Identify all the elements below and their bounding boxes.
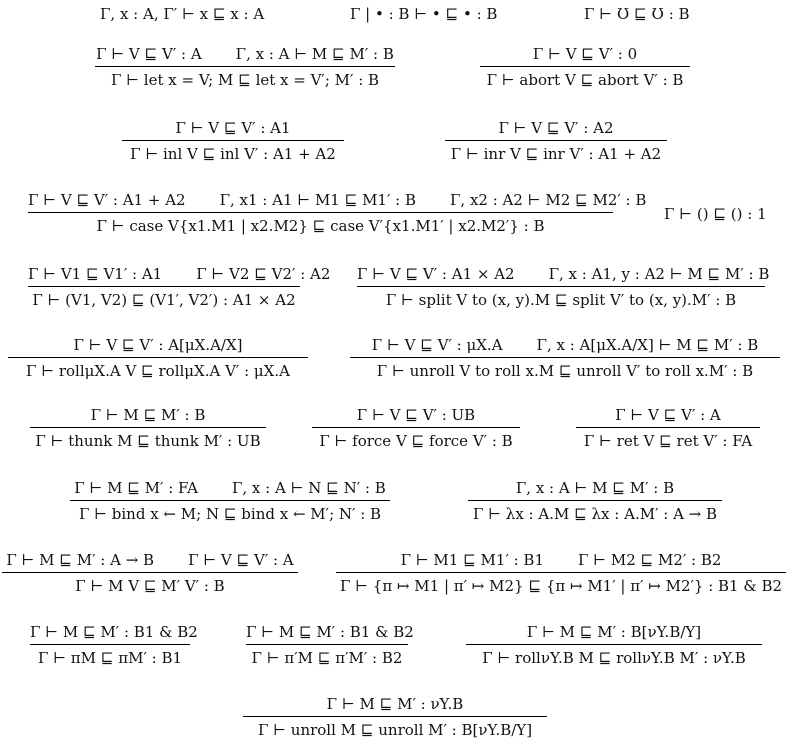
rule-inl [122,118,344,164]
rule-force-bar [312,427,520,428]
rule-ret-bar [576,427,760,428]
rule-force-premise: Γ ⊢ V ⊑ V′ : UB [356,406,476,424]
rule-let-conclusion: Γ ⊢ let x = V; M ⊑ let x = V′; M′ : B [110,71,380,89]
rule-inl-conclusion: Γ ⊢ inl V ⊑ inl V′ : A1 + A2 [130,145,336,163]
rule-app [2,550,298,596]
rule-abort-conclusion: Γ ⊢ abort V ⊑ abort V′ : B [486,71,684,89]
axiom-var: Γ, x : A, Γ′ ⊢ x ⊑ x : A [100,5,265,23]
rule-pair-premises: Γ ⊢ V1 ⊑ V1′ : A1 Γ ⊢ V2 ⊑ V2′ : A2 [28,265,331,283]
axiom-unit: Γ ⊢ () ⊑ () : 1 [664,205,767,223]
rule-app-conclusion: Γ ⊢ M V ⊑ M′ V′ : B [75,577,225,595]
rule-split-bar [357,286,765,287]
rule-thunk-premise: Γ ⊢ M ⊑ M′ : B [90,406,206,424]
rule-lambda-conclusion: Γ ⊢ λx : A.M ⊑ λx : A.M′ : A → B [472,505,718,523]
rule-thunk [30,405,266,451]
rule-bind-bar [70,500,390,501]
rule-inr-premise: Γ ⊢ V ⊑ V′ : A2 [498,119,614,137]
rule-nuroll-bar [466,644,762,645]
rule-unroll-bar [350,357,780,358]
rule-record-bar [336,572,786,573]
rule-proj2-conclusion: Γ ⊢ π′M ⊑ π′M′ : B2 [251,649,403,667]
rule-split [357,264,770,310]
rule-proj1-conclusion: Γ ⊢ πM ⊑ πM′ : B1 [37,649,183,667]
rule-bind [70,478,390,524]
rule-roll [8,335,308,381]
rule-inr-conclusion: Γ ⊢ inr V ⊑ inr V′ : A1 + A2 [450,145,662,163]
rule-nuroll-premise: Γ ⊢ M ⊑ M′ : B[νY.B/Y] [526,623,702,641]
rule-nuroll-conclusion: Γ ⊢ rollνY.B M ⊑ rollνY.B M′ : νY.B [482,649,746,667]
rule-proj1-bar [30,644,190,645]
rule-inr-bar [445,140,667,141]
rule-case-premises: Γ ⊢ V ⊑ V′ : A1 + A2 Γ, x1 : A1 ⊢ M1 ⊑ M1′ : B Γ, x2 : A2 ⊢ M2 ⊑ M2′ : B [28,191,647,209]
rule-unroll [350,335,780,381]
rule-ret-premise: Γ ⊢ V ⊑ V′ : A [615,406,721,424]
rule-inr [445,118,667,164]
rule-thunk-bar [30,427,266,428]
rule-let-bar [95,66,395,67]
rule-bind-premises: Γ ⊢ M ⊑ M′ : FA Γ, x : A ⊢ N ⊑ N′ : B [74,479,386,497]
rule-nuunroll-conclusion: Γ ⊢ unroll M ⊑ unroll M′ : B[νY.B/Y] [257,721,533,739]
rule-proj1-premise: Γ ⊢ M ⊑ M′ : B1 & B2 [30,623,198,641]
rule-roll-bar [8,357,308,358]
rule-nuunroll [243,694,547,740]
rule-app-premises: Γ ⊢ M ⊑ M′ : A → B Γ ⊢ V ⊑ V′ : A [6,551,294,569]
rule-record-conclusion: Γ ⊢ {π ↦ M1 | π′ ↦ M2} ⊑ {π ↦ M1′ | π′ ↦ M2′} : B1 & B2 [339,577,783,595]
rule-proj2-bar [246,644,408,645]
rule-nuunroll-premise: Γ ⊢ M ⊑ M′ : νY.B [326,695,464,713]
rule-pair-bar [28,286,300,287]
rule-proj1 [30,622,198,668]
rule-case [28,190,647,236]
rule-ret-conclusion: Γ ⊢ ret V ⊑ ret V′ : FA [583,432,753,450]
rule-case-conclusion: Γ ⊢ case V{x1.M1 | x2.M2} ⊑ case V′{x1.M1′ | x2.M2′} : B [96,217,545,235]
rule-inl-bar [122,140,344,141]
rule-force-conclusion: Γ ⊢ force V ⊑ force V′ : B [319,432,513,450]
rule-split-conclusion: Γ ⊢ split V to (x, y).M ⊑ split V′ to (x, y).M′ : B [385,291,737,309]
rule-lambda-bar [468,500,722,501]
rule-split-premises: Γ ⊢ V ⊑ V′ : A1 × A2 Γ, x : A1, y : A2 ⊢ M ⊑ M′ : B [357,265,770,283]
rule-abort [480,44,690,90]
rule-roll-premise: Γ ⊢ V ⊑ V′ : A[μX.A/X] [73,336,243,354]
rule-abort-premise: Γ ⊢ V ⊑ V′ : 0 [532,45,638,63]
rule-pair-conclusion: Γ ⊢ (V1, V2) ⊑ (V1′, V2′) : A1 × A2 [32,291,296,309]
rule-inl-premise: Γ ⊢ V ⊑ V′ : A1 [175,119,291,137]
rule-proj2-premise: Γ ⊢ M ⊑ M′ : B1 & B2 [246,623,414,641]
rule-nuunroll-bar [243,716,547,717]
rule-proj2 [246,622,414,668]
rule-lambda-premise: Γ, x : A ⊢ M ⊑ M′ : B [515,479,675,497]
rule-unroll-premises: Γ ⊢ V ⊑ V′ : μX.A Γ, x : A[μX.A/X] ⊢ M ⊑ M′ : B [371,336,759,354]
rule-force [312,405,520,451]
rule-case-bar [28,212,613,213]
axiom-error: Γ ⊢ Ʊ ⊑ Ʊ : B [584,5,690,23]
rule-pair [28,264,331,310]
rule-record-premises: Γ ⊢ M1 ⊑ M1′ : B1 Γ ⊢ M2 ⊑ M2′ : B2 [400,551,722,569]
rule-let [95,44,395,90]
rule-roll-conclusion: Γ ⊢ rollμX.A V ⊑ rollμX.A V′ : μX.A [26,362,290,380]
rule-unroll-conclusion: Γ ⊢ unroll V to roll x.M ⊑ unroll V′ to roll x.M′ : B [376,362,754,380]
rule-let-premises: Γ ⊢ V ⊑ V′ : A Γ, x : A ⊢ M ⊑ M′ : B [96,45,394,63]
rule-bind-conclusion: Γ ⊢ bind x ← M; N ⊑ bind x ← M′; N′ : B [78,505,382,523]
rule-nuroll [466,622,762,668]
rule-app-bar [2,572,298,573]
axiom-hole: Γ | • : B ⊢ • ⊑ • : B [350,5,498,23]
rule-ret [576,405,760,451]
rule-thunk-conclusion: Γ ⊢ thunk M ⊑ thunk M′ : UB [35,432,261,450]
rule-lambda [468,478,722,524]
rule-record [336,550,786,596]
rule-abort-bar [480,66,690,67]
